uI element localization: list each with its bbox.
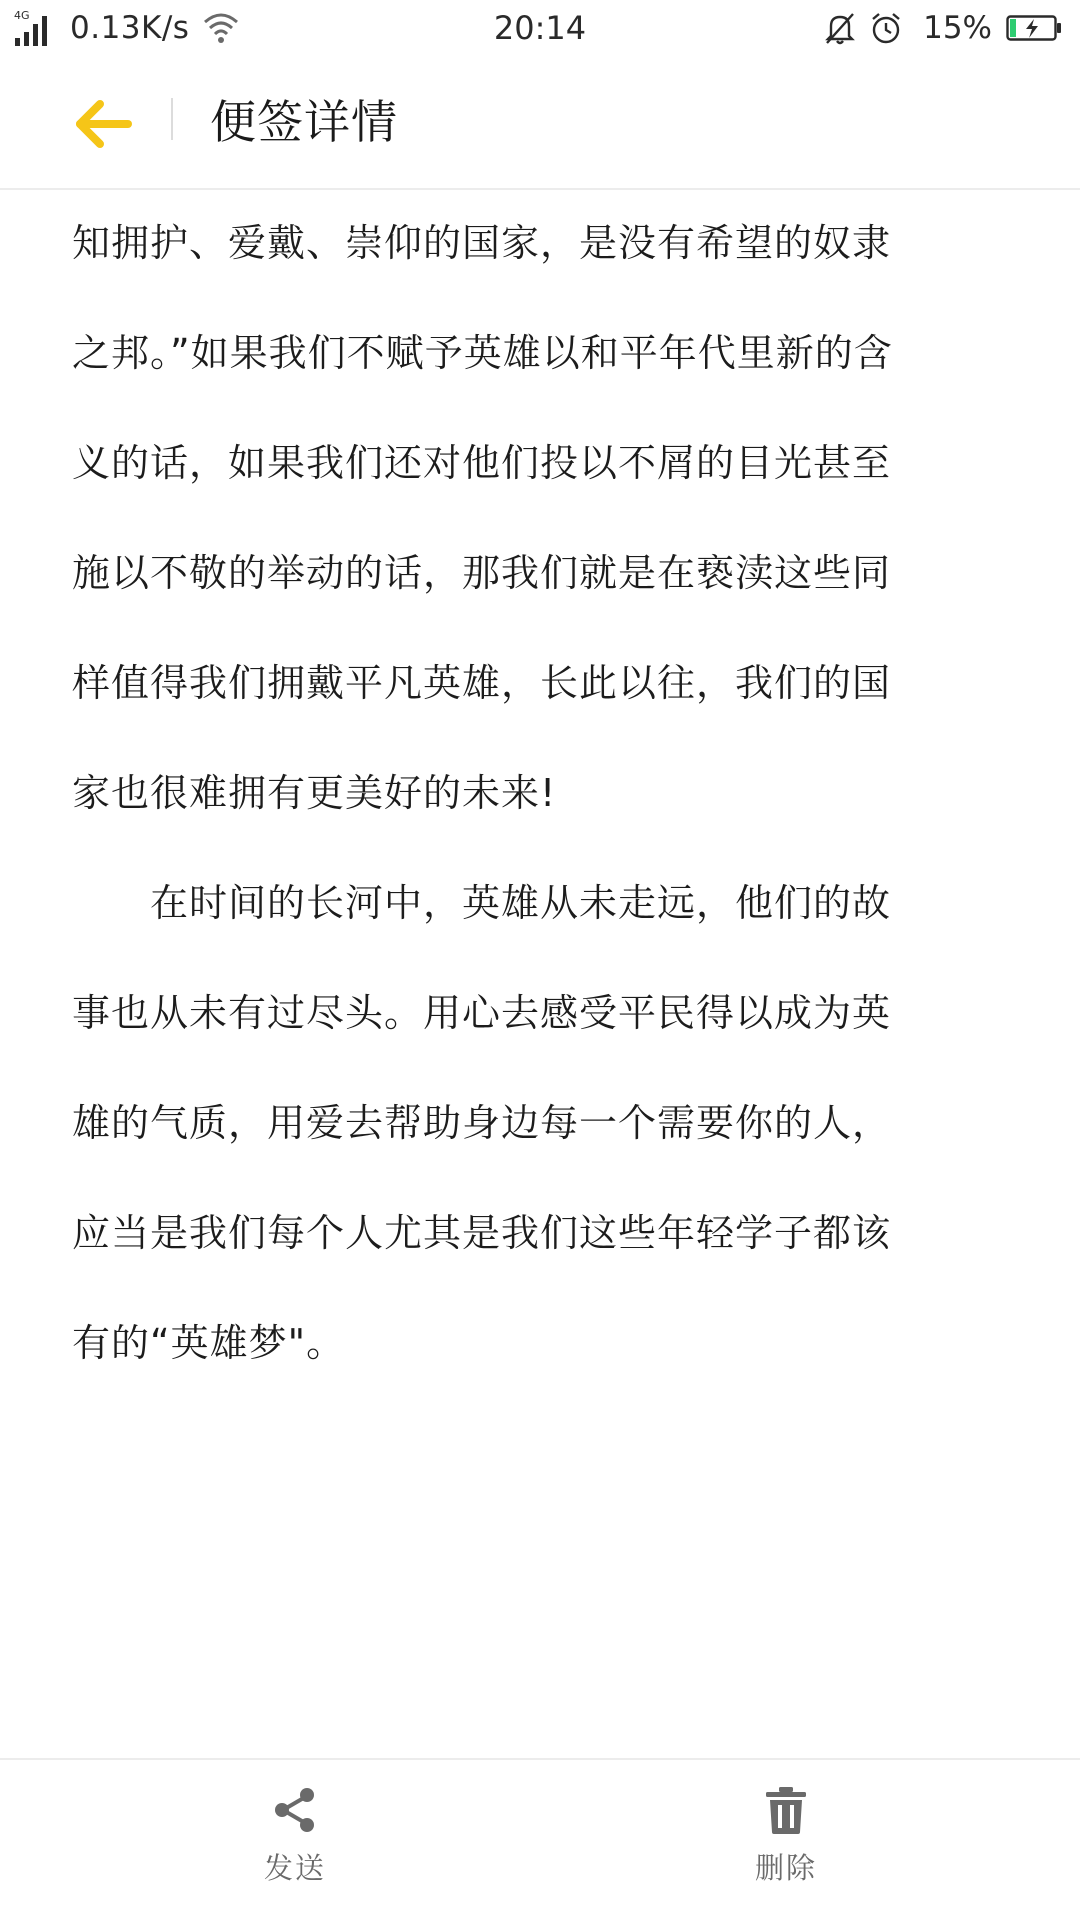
delete-label: 删除 bbox=[754, 1851, 817, 1885]
page-title: 便签详情 bbox=[210, 95, 398, 149]
alarm-clock-icon bbox=[869, 10, 903, 46]
send-label: 发送 bbox=[263, 1851, 326, 1885]
status-bar bbox=[0, 0, 1080, 56]
battery-level-fill bbox=[1010, 19, 1016, 37]
status-right bbox=[823, 6, 1062, 50]
note-line: 应当是我们每个人尤其是我们这些年轻学子都该 bbox=[72, 1211, 892, 1255]
bell-muted-icon bbox=[823, 10, 857, 46]
note-line: 施以不敬的举动的话，那我们就是在亵渎这些同 bbox=[72, 551, 892, 595]
note-line: 样值得我们拥戴平凡英雄，长此以往，我们的国 bbox=[72, 661, 892, 705]
note-line: 知拥护、爱戴、崇仰的国家，是没有希望的奴隶 bbox=[72, 221, 892, 265]
back-button[interactable] bbox=[70, 94, 140, 154]
share-icon bbox=[269, 1784, 321, 1836]
note-line: 有的“英雄梦"。 bbox=[72, 1321, 346, 1365]
note-line: 家也很难拥有更美好的未来! bbox=[72, 771, 557, 815]
header-divider bbox=[171, 98, 173, 140]
note-content bbox=[72, 188, 1012, 1398]
note-line: 事也从未有过尽头。用心去感受平民得以成为英 bbox=[72, 991, 892, 1035]
battery-charging-icon bbox=[1006, 14, 1062, 42]
send-button[interactable] bbox=[215, 1784, 375, 1904]
delete-button[interactable] bbox=[706, 1784, 866, 1904]
note-line: 义的话，如果我们还对他们投以不屑的目光甚至 bbox=[72, 441, 892, 485]
note-line: 在时间的长河中，英雄从未走远，他们的故 bbox=[150, 881, 892, 925]
clock: 20:14 bbox=[493, 9, 587, 47]
arrow-left-icon bbox=[70, 94, 140, 154]
trash-icon bbox=[760, 1784, 812, 1836]
note-line: 之邦。”如果我们不赋予英雄以和平年代里新的含 bbox=[72, 331, 893, 375]
app-header bbox=[0, 56, 1080, 190]
note-line: 雄的气质，用爱去帮助身边每一个需要你的人， bbox=[72, 1101, 892, 1145]
battery-percent: 15% bbox=[923, 10, 992, 46]
network-type-label: 4G bbox=[14, 9, 30, 22]
bottom-toolbar bbox=[0, 1758, 1080, 1922]
net-speed: 0.13K/s bbox=[70, 10, 190, 46]
